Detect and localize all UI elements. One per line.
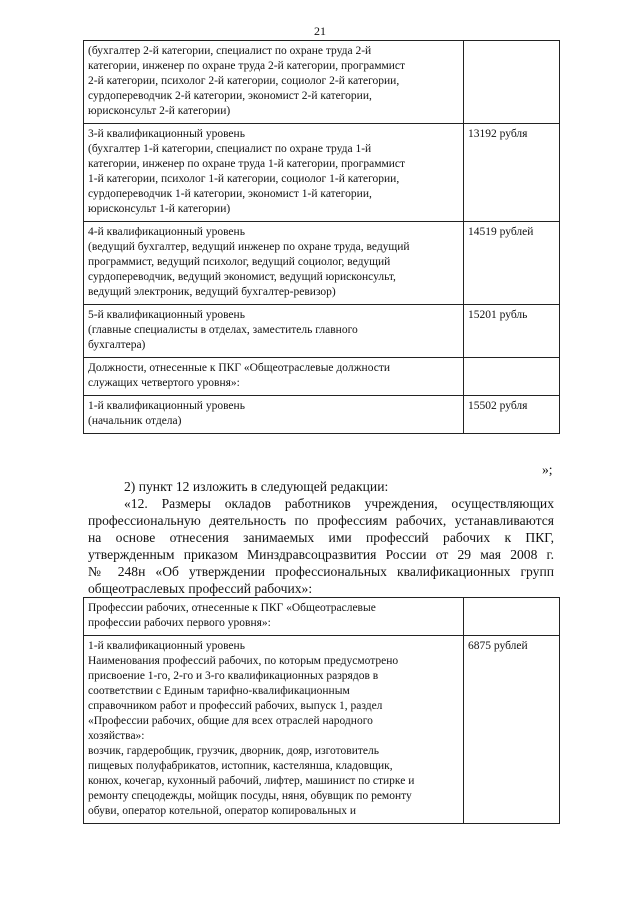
position-text-line: сурдопереводчик 1-й категории, экономист 1-й категории,	[88, 188, 372, 200]
position-text-line: 1-й квалификационный уровень	[88, 400, 245, 412]
position-cell	[84, 41, 464, 124]
paragraph-line: № 248н «Об утверждении профессиональных квалификационных групп	[88, 564, 554, 579]
amendment-paragraph	[88, 495, 554, 597]
salary-cell: 15502 рубля	[464, 396, 560, 434]
position-text-line: юрисконсульт 1-й категории)	[88, 203, 231, 215]
position-text-line: «Профессии рабочих, общие для всех отраслей народного	[88, 715, 373, 727]
table-row	[84, 41, 560, 124]
position-cell	[84, 358, 464, 396]
position-text-line: юрисконсульт 2-й категории)	[88, 105, 231, 117]
position-text-line: 4-й квалификационный уровень	[88, 226, 245, 238]
position-text-line: Наименования профессий рабочих, по которым предусмотрено	[88, 655, 399, 667]
position-text-line: (начальник отдела)	[88, 415, 182, 427]
salary-cell: 6875 рублей	[464, 636, 560, 824]
position-text-line: обуви, оператор котельной, оператор копировальных и	[88, 805, 357, 817]
position-text-line: 1-й квалификационный уровень	[88, 640, 245, 652]
position-text-line: ведущий электроник, ведущий бухгалтер-ревизор)	[88, 286, 336, 298]
table-row	[84, 598, 560, 636]
position-cell	[84, 396, 464, 434]
closing-quote: »;	[542, 462, 553, 477]
position-cell	[84, 222, 464, 305]
position-text-line: соответствии с Единым тарифно-квалификационным	[88, 685, 350, 697]
position-text-line: присвоение 1-го, 2-го и 3-го квалификационных разрядов в	[88, 670, 379, 682]
salary-cell: 13192 рубля	[464, 124, 560, 222]
position-text-line: сурдопереводчик 2-й категории, экономист 2-й категории,	[88, 90, 372, 102]
position-text-line: (главные специалисты в отделах, заместитель главного	[88, 324, 358, 336]
table-row	[84, 358, 560, 396]
paragraph-line: утвержденным приказом Минздравсоцразвития России от 29 мая 2008 г.	[88, 547, 554, 562]
position-text-line: пищевых полуфабрикатов, истопник, кастелянша, кладовщик,	[88, 760, 393, 772]
position-text-line: возчик, гардеробщик, грузчик, дворник, дояр, изготовитель	[88, 745, 379, 757]
paragraph-line: общеотраслевых профессий рабочих»:	[88, 581, 313, 596]
position-cell	[84, 598, 464, 636]
paragraph-line: на основе отнесения занимаемых ими профессий рабочих к ПКГ,	[88, 530, 554, 545]
position-text-line: 2-й категории, психолог 2-й категории, социолог 2-й категории,	[88, 75, 400, 87]
salary-table-top	[83, 40, 560, 434]
position-text-line: служащих четвертого уровня»:	[88, 377, 240, 389]
salary-table-bottom	[83, 597, 560, 824]
position-text-line: 5-й квалификационный уровень	[88, 309, 245, 321]
salary-cell	[464, 41, 560, 124]
paragraph-line: «12. Размеры окладов работников учреждения, осуществляющих	[124, 496, 554, 511]
table-row	[84, 124, 560, 222]
position-text-line: ремонту спецодежды, мойщик посуды, няня, обувщик по ремонту	[88, 790, 412, 802]
amendment-item	[88, 478, 554, 495]
position-text-line: (бухгалтер 2-й категории, специалист по охране труда 2-й	[88, 45, 372, 57]
position-text-line: профессии рабочих первого уровня»:	[88, 617, 271, 629]
position-text-line: (ведущий бухгалтер, ведущий инженер по охране труда, ведущий	[88, 241, 410, 253]
position-text-line: сурдопереводчик, ведущий экономист, ведущий юрисконсульт,	[88, 271, 396, 283]
salary-cell	[464, 598, 560, 636]
salary-cell: 15201 рубль	[464, 305, 560, 358]
position-text-line: 3-й квалификационный уровень	[88, 128, 245, 140]
position-text-line: Должности, отнесенные к ПКГ «Общеотраслевые должности	[88, 362, 391, 374]
table-row	[84, 222, 560, 305]
position-text-line: категории, инженер по охране труда 2-й категории, программист	[88, 60, 406, 72]
position-text-line: программист, ведущий психолог, ведущий социолог, ведущий	[88, 256, 391, 268]
table-row	[84, 396, 560, 434]
salary-cell: 14519 рублей	[464, 222, 560, 305]
position-cell	[84, 305, 464, 358]
position-text-line: Профессии рабочих, отнесенные к ПКГ «Общеотраслевые	[88, 602, 376, 614]
position-text-line: хозяйства»:	[88, 730, 145, 742]
position-text-line: конюх, кочегар, кухонный рабочий, лифтер, машинист по стирке и	[88, 775, 415, 787]
position-text-line: (бухгалтер 1-й категории, специалист по охране труда 1-й	[88, 143, 372, 155]
position-text-line: справочником работ и профессий рабочих, выпуск 1, раздел	[88, 700, 383, 712]
table-row	[84, 305, 560, 358]
salary-cell	[464, 358, 560, 396]
position-text-line: бухгалтера)	[88, 339, 146, 351]
position-text-line: категории, инженер по охране труда 1-й категории, программист	[88, 158, 406, 170]
table-row	[84, 636, 560, 824]
amendment-item-line: 2) пункт 12 изложить в следующей редакции:	[124, 479, 389, 494]
page-number: 21	[314, 24, 326, 38]
position-text-line: 1-й категории, психолог 1-й категории, социолог 1-й категории,	[88, 173, 400, 185]
salary-table-top-body	[84, 41, 560, 434]
position-cell	[84, 636, 464, 824]
paragraph-line: профессиональную деятельность по профессиям рабочих, устанавливаются	[88, 513, 554, 528]
salary-table-bottom-body	[84, 598, 560, 824]
position-cell	[84, 124, 464, 222]
